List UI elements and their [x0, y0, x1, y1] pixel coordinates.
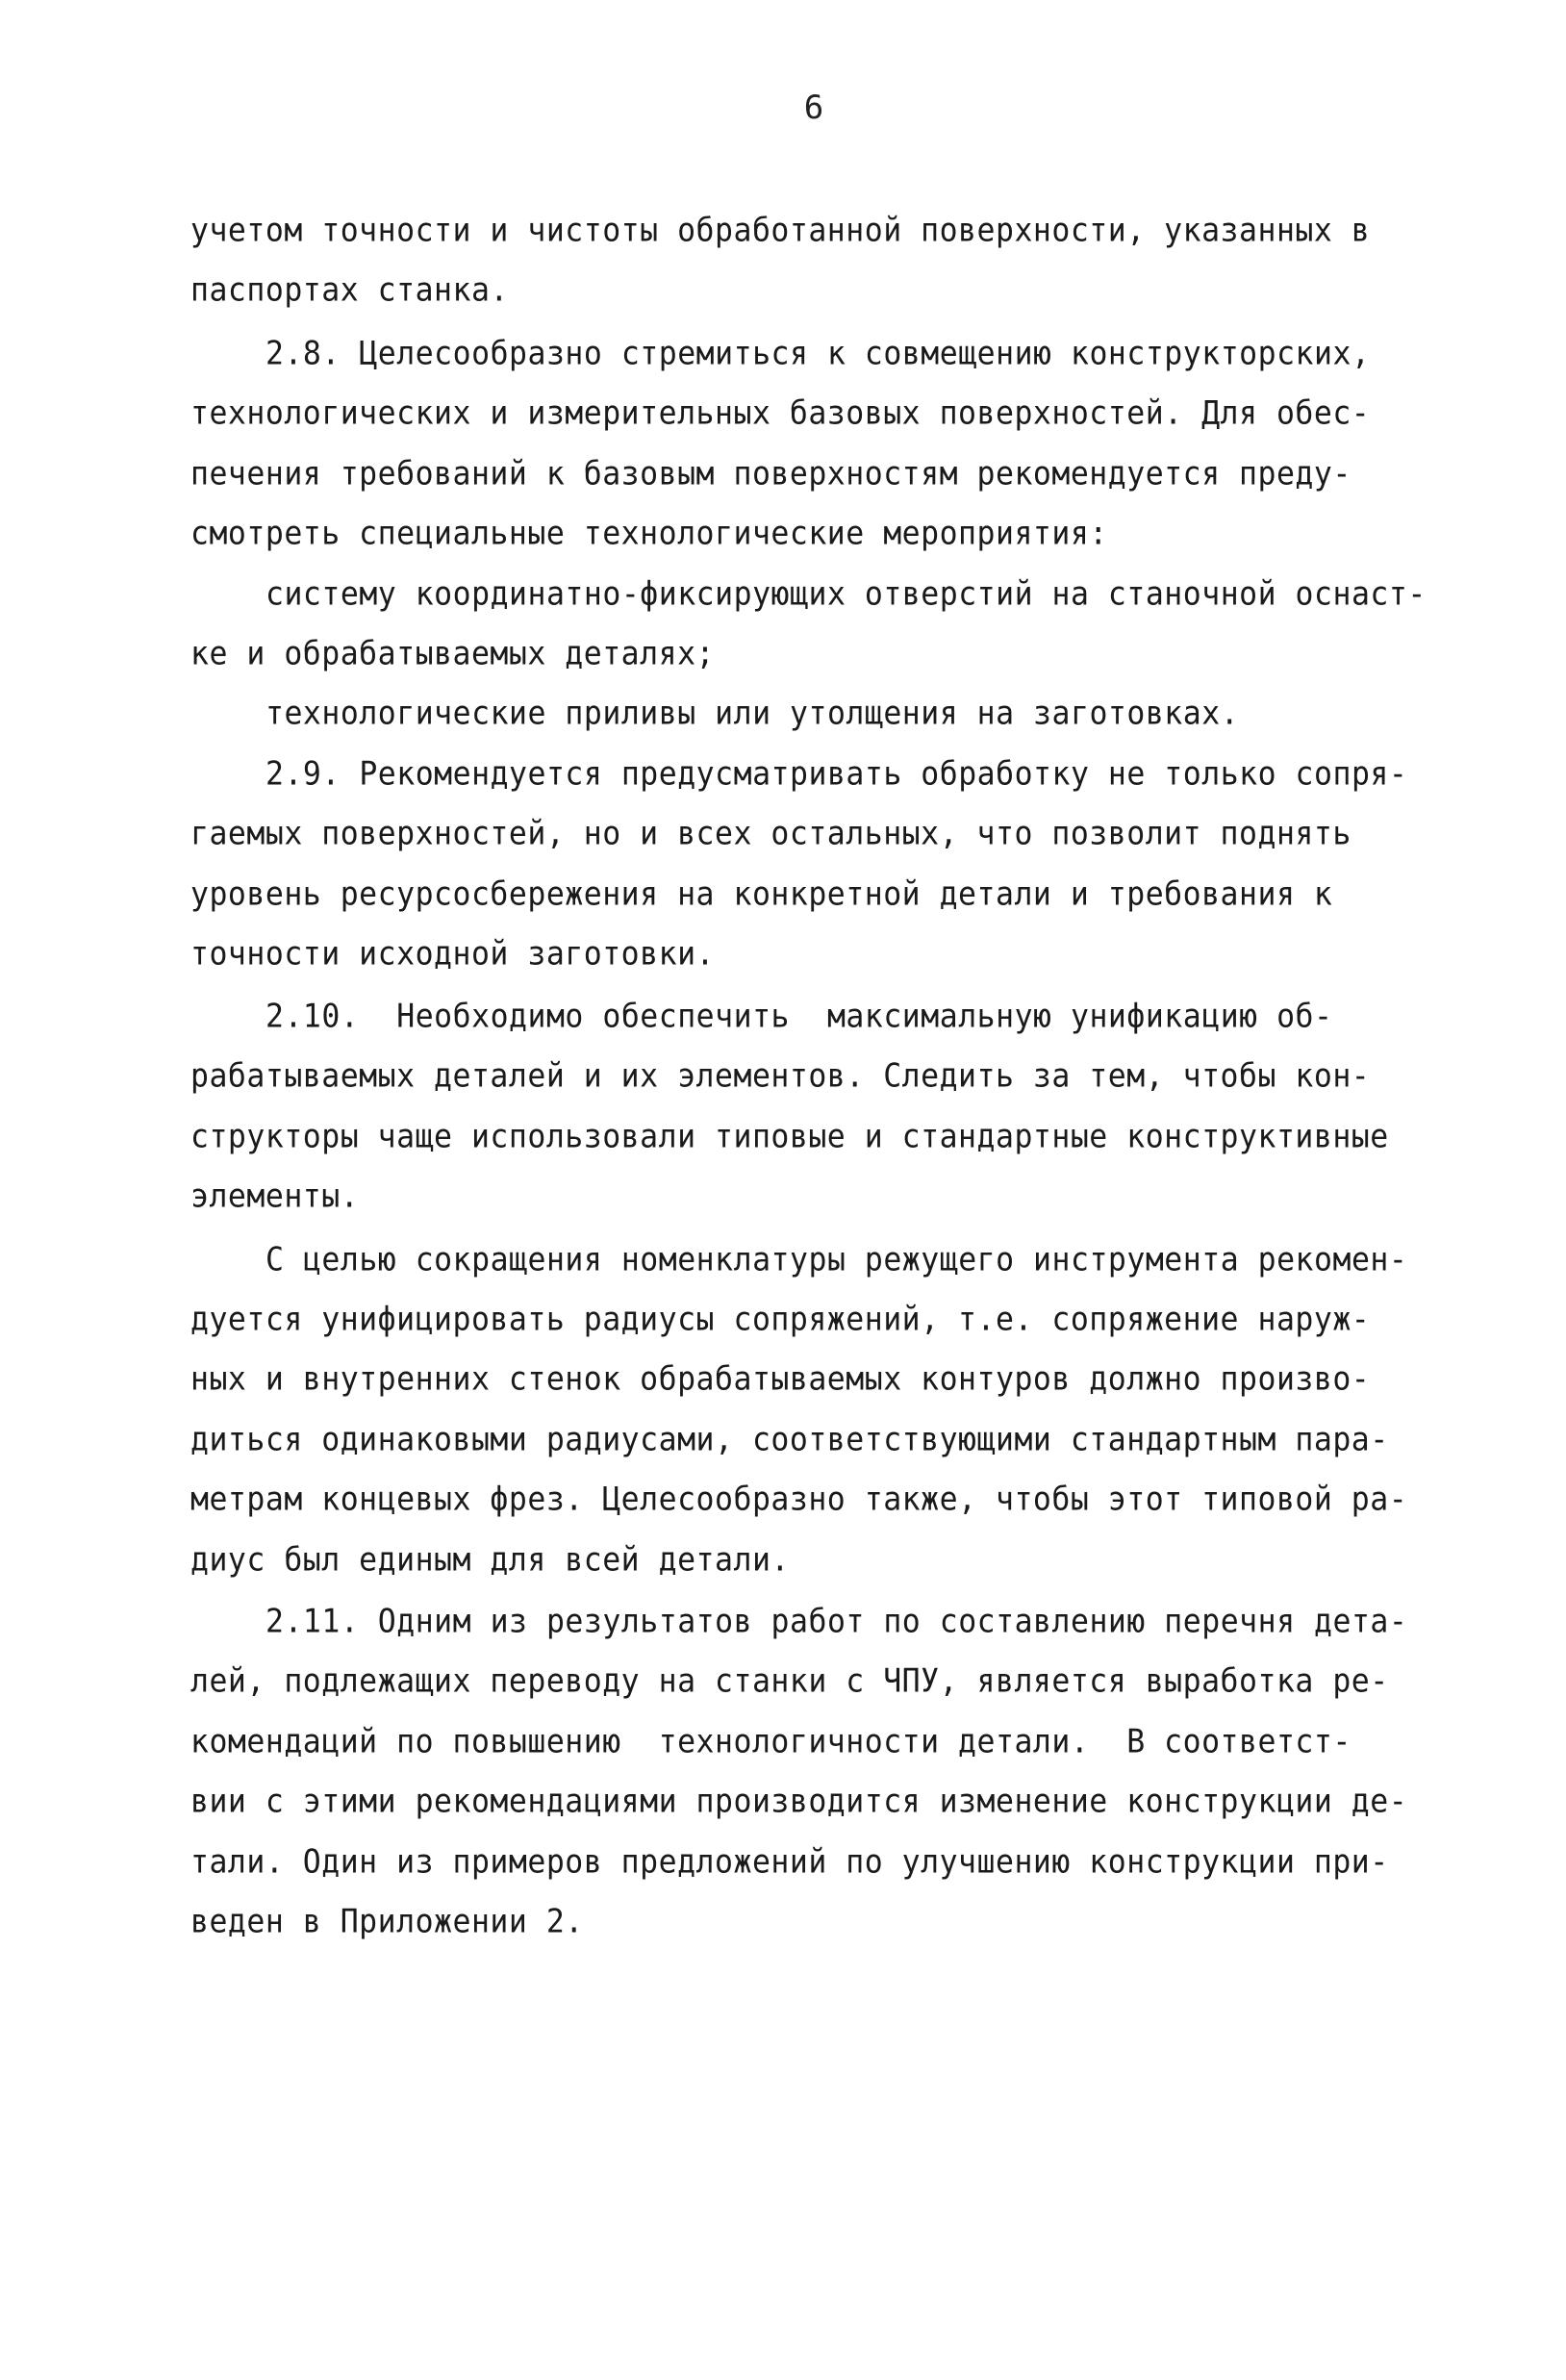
text-line: паспортах станка.: [190, 271, 509, 309]
text-line: ных и внутренних стенок обрабатываемых контуров должно произво-: [190, 1360, 1371, 1398]
page-number: 6: [803, 89, 824, 127]
text-line: вии с этими рекомендациями производится изменение конструкции де-: [190, 1783, 1408, 1820]
text-line: 2.10. Необходимо обеспечить максимальную унификацию об-: [265, 998, 1333, 1035]
text-line: систему координатно-фиксирующих отверстий на станочной оснаст-: [265, 575, 1427, 613]
text-line: гаемых поверхностей, но и всех остальных, что позволит поднять: [190, 815, 1351, 852]
text-line: С целью сокращения номенклатуры режущего инструмента рекомен-: [265, 1241, 1408, 1279]
text-line: точности исходной заготовки.: [190, 935, 716, 973]
text-line: 2.8. Целесообразно стремиться к совмещению конструкторских,: [265, 335, 1371, 372]
text-line: 2.9. Рекомендуется предусматривать обработку не только сопря-: [265, 755, 1408, 793]
text-line: дуется унифицировать радиусы сопряжений, т.е. сопряжение наруж-: [190, 1301, 1371, 1338]
text-line: учетом точности и чистоты обработанной поверхности, указанных в: [190, 212, 1371, 249]
text-line: структоры чаще использовали типовые и стандартные конструктивные: [190, 1118, 1389, 1155]
text-line: рабатываемых деталей и их элементов. Следить за тем, чтобы кон-: [190, 1057, 1371, 1095]
text-line: технологических и измерительных базовых поверхностей. Для обес-: [190, 394, 1371, 432]
text-line: технологические приливы или утолщения на заготовках.: [265, 695, 1240, 732]
text-line: метрам концевых фрез. Целесообразно также, чтобы этот типовой ра-: [190, 1481, 1408, 1518]
text-line: диус был единым для всей детали.: [190, 1541, 790, 1579]
text-line: 2.11. Одним из результатов работ по составлению перечня дета-: [265, 1603, 1408, 1640]
text-line: уровень ресурсосбережения на конкретной детали и требования к: [190, 875, 1333, 913]
text-line: элементы.: [190, 1177, 360, 1215]
text-line: печения требований к базовым поверхностям рекомендуется преду-: [190, 455, 1351, 493]
text-line: комендаций по повышению технологичности детали. В соответст-: [190, 1723, 1351, 1760]
text-line: тали. Один из примеров предложений по улучшению конструкции при-: [190, 1843, 1389, 1881]
text-line: смотреть специальные технологические мероприятия:: [190, 515, 1108, 552]
text-line: веден в Приложении 2.: [190, 1903, 584, 1940]
text-line: ке и обрабатываемых деталях;: [190, 635, 716, 672]
text-line: диться одинаковыми радиусами, соответствующими стандартным пара-: [190, 1421, 1389, 1458]
text-line: лей, подлежащих переводу на станки с ЧПУ, является выработка ре-: [190, 1662, 1389, 1700]
